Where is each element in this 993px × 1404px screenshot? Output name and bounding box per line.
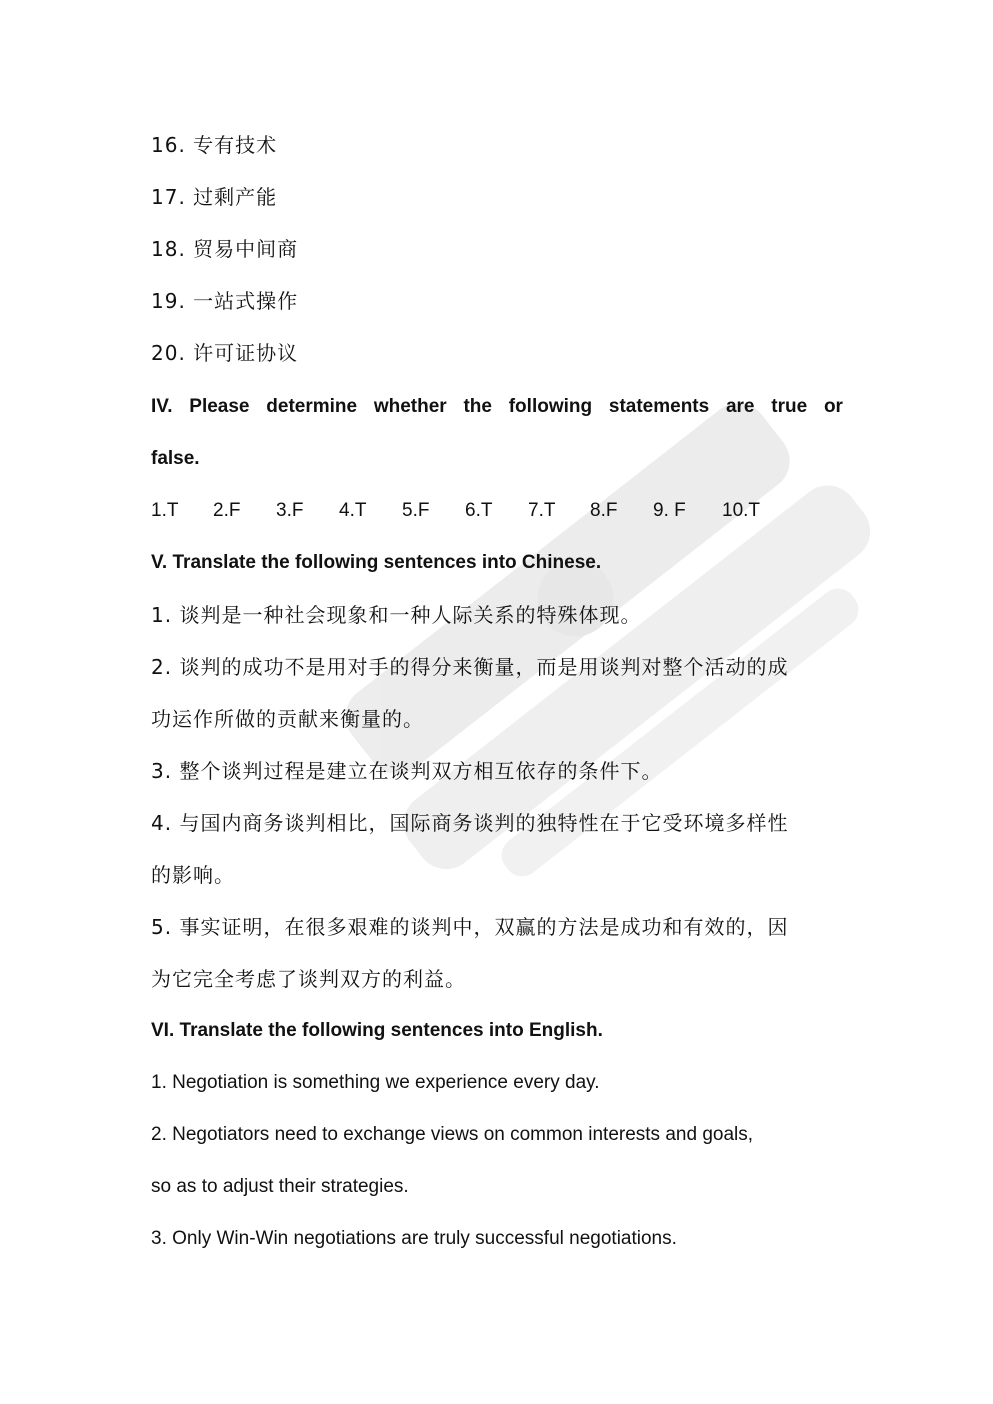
translation-line: so as to adjust their strategies. bbox=[151, 1176, 409, 1197]
answer-item: 3.F bbox=[276, 500, 304, 521]
answer-item: 10.T bbox=[722, 500, 761, 521]
answer-item: 6.T bbox=[465, 500, 493, 521]
translation-line: 2. Negotiators need to exchange views on common interests and goals, bbox=[151, 1124, 754, 1145]
translation-line: 2. 谈判的成功不是用对手的得分来衡量，而是用谈判对整个活动的成 bbox=[151, 655, 789, 679]
answer-item: 2.F bbox=[213, 500, 241, 521]
translation-line: 的影响。 bbox=[151, 863, 235, 887]
section-4-heading bbox=[151, 393, 843, 421]
heading-word: following bbox=[508, 396, 593, 417]
translation-line: 5. 事实证明，在很多艰难的谈判中，双赢的方法是成功和有效的，因 bbox=[151, 915, 789, 939]
translation-line: 1. 谈判是一种社会现象和一种人际关系的特殊体现。 bbox=[151, 603, 642, 627]
vocab-item-18: 18. 贸易中间商 bbox=[151, 237, 299, 261]
answer-item: 4.T bbox=[339, 500, 367, 521]
heading-word: statements bbox=[608, 396, 710, 417]
answer-item: 5.F bbox=[402, 500, 430, 521]
translation-line: 为它完全考虑了谈判双方的利益。 bbox=[151, 967, 466, 991]
vocab-item-19: 19. 一站式操作 bbox=[151, 289, 299, 313]
vocab-item-16: 16. 专有技术 bbox=[151, 133, 278, 157]
answer-item: 1.T bbox=[151, 500, 179, 521]
translation-line: 3. 整个谈判过程是建立在谈判双方相互依存的条件下。 bbox=[151, 759, 663, 783]
translation-line: 1. Negotiation is something we experience every day. bbox=[151, 1072, 600, 1093]
section-6-heading: VI. Translate the following sentences into English. bbox=[151, 1020, 603, 1041]
heading-word: determine bbox=[266, 396, 358, 417]
vocab-item-20: 20. 许可证协议 bbox=[151, 341, 299, 365]
translation-line: 功运作所做的贡献来衡量的。 bbox=[151, 707, 424, 731]
heading-word: true bbox=[771, 396, 808, 417]
translation-line: 3. Only Win-Win negotiations are truly successful negotiations. bbox=[151, 1228, 677, 1249]
answer-item: 8.F bbox=[590, 500, 618, 521]
answer-item: 9. F bbox=[653, 500, 686, 521]
heading-word: IV. bbox=[151, 396, 173, 417]
heading-word: or bbox=[823, 396, 843, 417]
section-4-heading-continued: false. bbox=[151, 448, 200, 469]
heading-word: the bbox=[463, 396, 492, 417]
heading-word: Please bbox=[189, 396, 250, 417]
answer-item: 7.T bbox=[528, 500, 556, 521]
heading-word: whether bbox=[373, 396, 447, 417]
heading-word: are bbox=[725, 396, 755, 417]
vocab-item-17: 17. 过剩产能 bbox=[151, 185, 278, 209]
section-5-heading: V. Translate the following sentences into Chinese. bbox=[151, 552, 602, 573]
translation-line: 4. 与国内商务谈判相比，国际商务谈判的独特性在于它受环境多样性 bbox=[151, 811, 789, 835]
